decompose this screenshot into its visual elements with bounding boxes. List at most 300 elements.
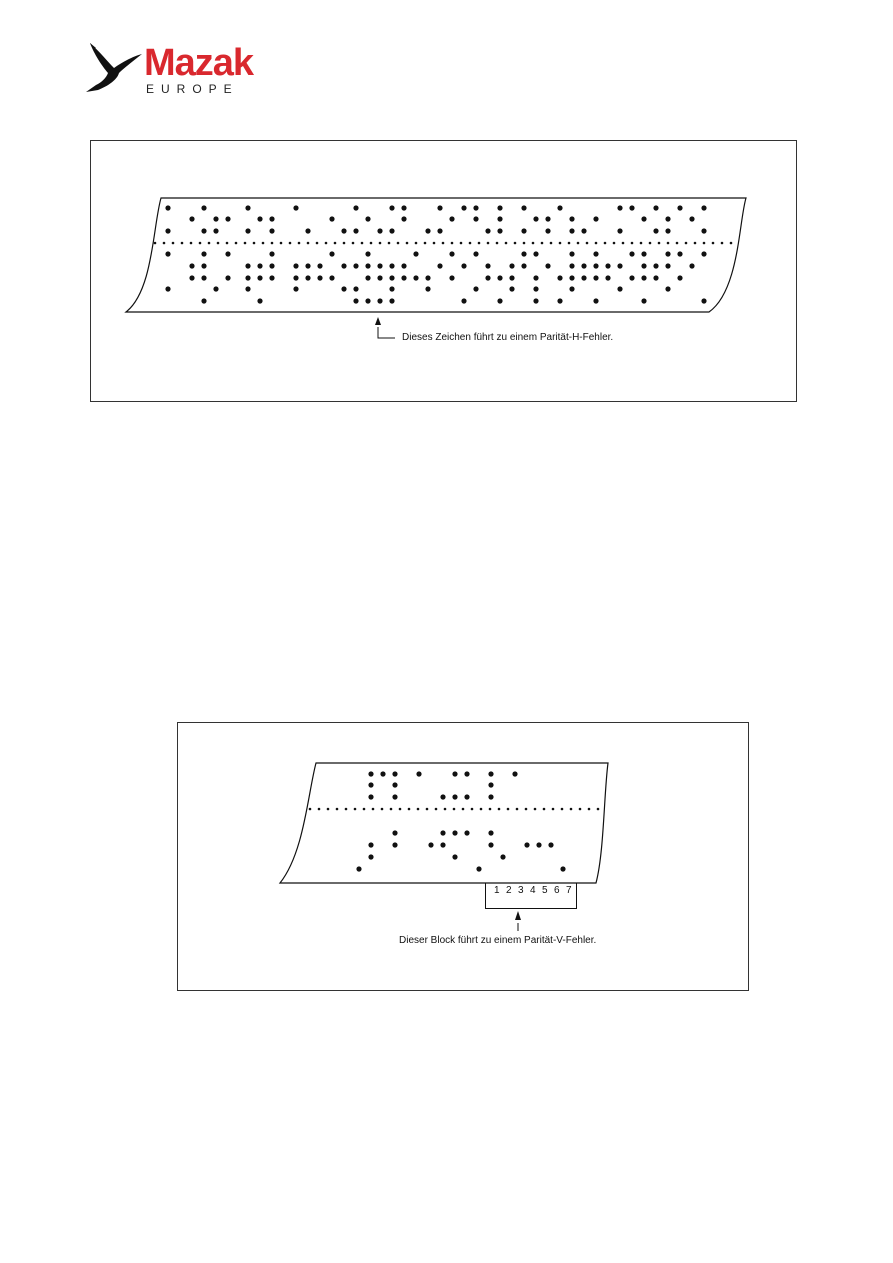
tape-hole [388,242,391,245]
tape-hole [712,242,715,245]
tape-hole [525,808,528,811]
mazak-europe-logo [84,40,264,96]
tape-hole [417,808,420,811]
tape-hole [190,242,193,245]
track-number: 7 [566,885,572,896]
tape-hole [415,242,418,245]
tape-hole [701,298,706,303]
tape-hole [689,263,694,268]
tape-hole [464,830,469,835]
tape-hole [401,275,406,280]
tape-hole [253,242,256,245]
tape-hole [401,216,406,221]
tape-hole [189,263,194,268]
tape-hole [316,242,319,245]
tape-hole [329,216,334,221]
tape-hole [593,251,598,256]
tape-hole [512,771,517,776]
tape-hole [488,771,493,776]
tape-hole [516,808,519,811]
tape-hole [413,251,418,256]
tape-hole [476,866,481,871]
tape-hole [406,242,409,245]
tape-hole [533,216,538,221]
tape-hole [280,242,283,245]
tape-hole [317,275,322,280]
tape-hole [226,242,229,245]
tape-hole [489,808,492,811]
tape-hole [521,228,526,233]
tape-hole [201,263,206,268]
tape-hole [401,263,406,268]
tape-hole [521,251,526,256]
tape-hole [548,842,553,847]
tape-hole [325,242,328,245]
tape-hole [165,286,170,291]
tape-v-feed-holes [309,808,600,811]
tape-hole [569,228,574,233]
tape-hole [452,771,457,776]
tape-hole [605,275,610,280]
tape-hole [500,854,505,859]
tape-hole [497,298,502,303]
tape-hole [334,242,337,245]
tape-hole [399,808,402,811]
tape-hole [213,216,218,221]
tape-hole [545,228,550,233]
tape-hole [588,808,591,811]
tape-hole [557,298,562,303]
tape-hole [245,263,250,268]
tape-hole [440,794,445,799]
parity-h-figure [90,140,797,402]
tape-hole [641,251,646,256]
tape-hole [201,205,206,210]
tape-hole [341,228,346,233]
tape-hole [329,275,334,280]
tape-hole [665,251,670,256]
tape-hole [353,263,358,268]
tape-hole [605,263,610,268]
tape-hole [380,771,385,776]
tape-hole [440,842,445,847]
tape-hole [449,251,454,256]
tape-hole [368,842,373,847]
tape-hole [473,216,478,221]
tape-hole [701,251,706,256]
tape-hole [392,782,397,787]
tape-hole [471,808,474,811]
tape-hole [305,275,310,280]
tape-hole [433,242,436,245]
tape-hole [665,286,670,291]
tape-hole [336,808,339,811]
tape-hole [356,866,361,871]
tape-hole [262,242,265,245]
tape-hole [361,242,364,245]
tape-hole [305,263,310,268]
tape-hole [235,242,238,245]
tape-hole [307,242,310,245]
tape-hole [509,275,514,280]
tape-hole [437,205,442,210]
tape-hole [685,242,688,245]
tape-outline [126,198,746,312]
tape-hole [257,275,262,280]
track-number: 5 [542,885,548,896]
tape-hole [473,286,478,291]
tape-hole [581,228,586,233]
tape-hole [428,842,433,847]
tape-hole [365,263,370,268]
tape-hole [701,228,706,233]
tape-hole [425,275,430,280]
tape-hole [557,275,562,280]
tape-hole [225,275,230,280]
tape-hole [381,808,384,811]
tape-hole [318,808,321,811]
tape-hole [509,263,514,268]
tape-hole [473,205,478,210]
tape-hole [629,251,634,256]
tape-hole [497,216,502,221]
tape-hole [449,216,454,221]
tape-hole [365,298,370,303]
tape-hole [345,808,348,811]
tape-hole [189,216,194,221]
tape-hole [353,228,358,233]
tape-hole [424,242,427,245]
tape-hole [622,242,625,245]
tape-hole [497,275,502,280]
tape-hole [545,216,550,221]
tape-h-feed-holes [154,242,733,245]
tape-hole [269,228,274,233]
tape-hole [641,275,646,280]
tape-hole [488,842,493,847]
tape-hole [536,842,541,847]
tape-hole [604,242,607,245]
logo-wordmark: Mazak [144,42,254,84]
tape-hole [593,298,598,303]
tape-hole [437,263,442,268]
tape-hole [452,830,457,835]
tape-hole [569,286,574,291]
tape-hole [392,842,397,847]
tape-hole [521,263,526,268]
tape-hole [442,242,445,245]
tape-hole [365,275,370,280]
tape-hole [629,205,634,210]
tape-hole [154,242,157,245]
tape-hole [593,216,598,221]
tape-hole [641,263,646,268]
tape-hole [629,275,634,280]
track-number: 6 [554,885,560,896]
tape-hole [389,263,394,268]
tape-hole [413,275,418,280]
tape-hole [453,808,456,811]
tape-hole [721,242,724,245]
tape-hole [677,205,682,210]
tape-hole [461,298,466,303]
tape-hole [368,794,373,799]
tape-hole [677,251,682,256]
tape-hole [561,808,564,811]
tape-hole [309,808,312,811]
parity-h-caption: Dieses Zeichen führt zu einem Parität-H-Fehler. [402,332,614,343]
tape-hole [689,216,694,221]
tape-v-holes [356,771,565,871]
tape-hole [497,228,502,233]
tape-hole [568,242,571,245]
tape-hole [480,808,483,811]
tape-hole [437,228,442,233]
tape-hole [677,275,682,280]
tape-hole [533,298,538,303]
tape-hole [354,808,357,811]
tape-hole [579,808,582,811]
tape-hole [464,771,469,776]
tape-hole [289,242,292,245]
tape-hole [485,275,490,280]
tape-hole [640,242,643,245]
tape-hole [595,242,598,245]
tape-h-diagram [91,141,796,401]
tape-hole [245,275,250,280]
tape-hole [613,242,616,245]
tape-hole [352,242,355,245]
tape-hole [353,298,358,303]
tape-hole [201,275,206,280]
tape-hole [703,242,706,245]
tape-hole [701,205,706,210]
tape-hole [449,275,454,280]
tape-hole [425,286,430,291]
tape-hole [523,242,526,245]
tape-hole [694,242,697,245]
tape-hole [507,808,510,811]
tape-hole [341,263,346,268]
tape-hole [317,263,322,268]
tape-hole [353,286,358,291]
tape-hole [581,275,586,280]
tape-hole [617,286,622,291]
pointer-arrowhead [515,911,521,920]
tape-hole [541,242,544,245]
tape-hole [586,242,589,245]
tape-hole [365,216,370,221]
tape-hole [426,808,429,811]
tape-hole [305,228,310,233]
tape-hole [389,275,394,280]
tape-hole [597,808,600,811]
tape-hole [271,242,274,245]
pointer-line [378,327,395,338]
tape-hole [372,808,375,811]
tape-hole [524,842,529,847]
tape-hole [181,242,184,245]
tape-hole [213,228,218,233]
tape-hole [488,782,493,787]
tape-hole [269,275,274,280]
parity-v-figure [177,722,749,991]
tape-hole [377,263,382,268]
tape-hole [617,205,622,210]
tape-hole [343,242,346,245]
tape-hole [533,275,538,280]
tape-hole [245,286,250,291]
tape-hole [244,242,247,245]
tape-hole [392,830,397,835]
tape-hole [488,794,493,799]
tape-hole [392,794,397,799]
tape-hole [389,298,394,303]
tape-hole [199,242,202,245]
tape-hole [257,298,262,303]
tape-hole [163,242,166,245]
tape-hole [368,854,373,859]
tape-hole [534,808,537,811]
tape-hole [245,228,250,233]
tape-hole [545,263,550,268]
tape-hole [505,242,508,245]
tape-hole [570,808,573,811]
tape-hole [269,251,274,256]
tape-hole [485,228,490,233]
tape-hole [514,242,517,245]
tape-hole [487,242,490,245]
tape-hole [665,216,670,221]
tape-hole [435,808,438,811]
track-number: 3 [518,885,524,896]
tape-hole [473,251,478,256]
tape-hole [569,275,574,280]
tape-hole [533,286,538,291]
track-number: 2 [506,885,512,896]
crane-bird-icon [84,40,144,96]
tape-hole [225,216,230,221]
tape-hole [165,228,170,233]
tape-hole [245,205,250,210]
tape-hole [389,286,394,291]
tape-hole [509,286,514,291]
tape-hole [593,263,598,268]
tape-hole [478,242,481,245]
tape-hole [552,808,555,811]
tape-hole [425,228,430,233]
tape-hole [451,242,454,245]
tape-hole [617,263,622,268]
tape-hole [559,242,562,245]
tape-hole [569,263,574,268]
tape-hole [225,251,230,256]
tape-hole [653,205,658,210]
tape-hole [469,242,472,245]
tape-hole [341,286,346,291]
tape-hole [658,242,661,245]
tape-hole [581,263,586,268]
tape-hole [557,205,562,210]
tape-hole [461,205,466,210]
tape-hole [485,263,490,268]
tape-hole [730,242,733,245]
tape-hole [593,275,598,280]
tape-hole [521,205,526,210]
tape-hole [440,830,445,835]
tape-hole [353,205,358,210]
tape-hole [560,866,565,871]
tape-hole [377,275,382,280]
tape-hole [653,275,658,280]
tape-hole [389,205,394,210]
tape-hole [201,298,206,303]
tape-hole [498,808,501,811]
tape-hole [649,242,652,245]
tape-hole [293,263,298,268]
tape-hole [452,794,457,799]
tape-hole [464,794,469,799]
tape-hole [189,275,194,280]
tape-hole [653,228,658,233]
tape-hole [201,251,206,256]
tape-hole [462,808,465,811]
tape-hole [543,808,546,811]
tape-hole [533,251,538,256]
tape-hole [269,263,274,268]
tape-hole [201,228,206,233]
tape-hole [257,216,262,221]
tape-hole [165,205,170,210]
tape-hole [217,242,220,245]
tape-hole [269,216,274,221]
parity-v-caption: Dieser Block führt zu einem Parität-V-Fehler. [399,935,597,946]
tape-hole [368,771,373,776]
tape-hole [165,251,170,256]
tape-hole [379,242,382,245]
tape-hole [569,216,574,221]
tape-hole [401,205,406,210]
tape-hole [665,228,670,233]
tape-hole [327,808,330,811]
tape-hole [631,242,634,245]
tape-hole [365,251,370,256]
tape-hole [667,242,670,245]
tape-hole [257,263,262,268]
tape-hole [641,216,646,221]
tape-hole [363,808,366,811]
tape-hole [208,242,211,245]
tape-hole [452,854,457,859]
tape-hole [397,242,400,245]
tape-hole [213,286,218,291]
tape-hole [617,228,622,233]
tape-hole [392,771,397,776]
tape-hole [368,782,373,787]
tape-hole [569,251,574,256]
pointer-arrowhead [375,317,381,325]
tape-hole [389,228,394,233]
track-number: 4 [530,885,536,896]
tape-hole [298,242,301,245]
tape-hole [293,286,298,291]
tape-hole [370,242,373,245]
tape-hole [532,242,535,245]
tape-hole [416,771,421,776]
tape-outline [280,763,608,883]
tape-hole [488,830,493,835]
tape-hole [172,242,175,245]
